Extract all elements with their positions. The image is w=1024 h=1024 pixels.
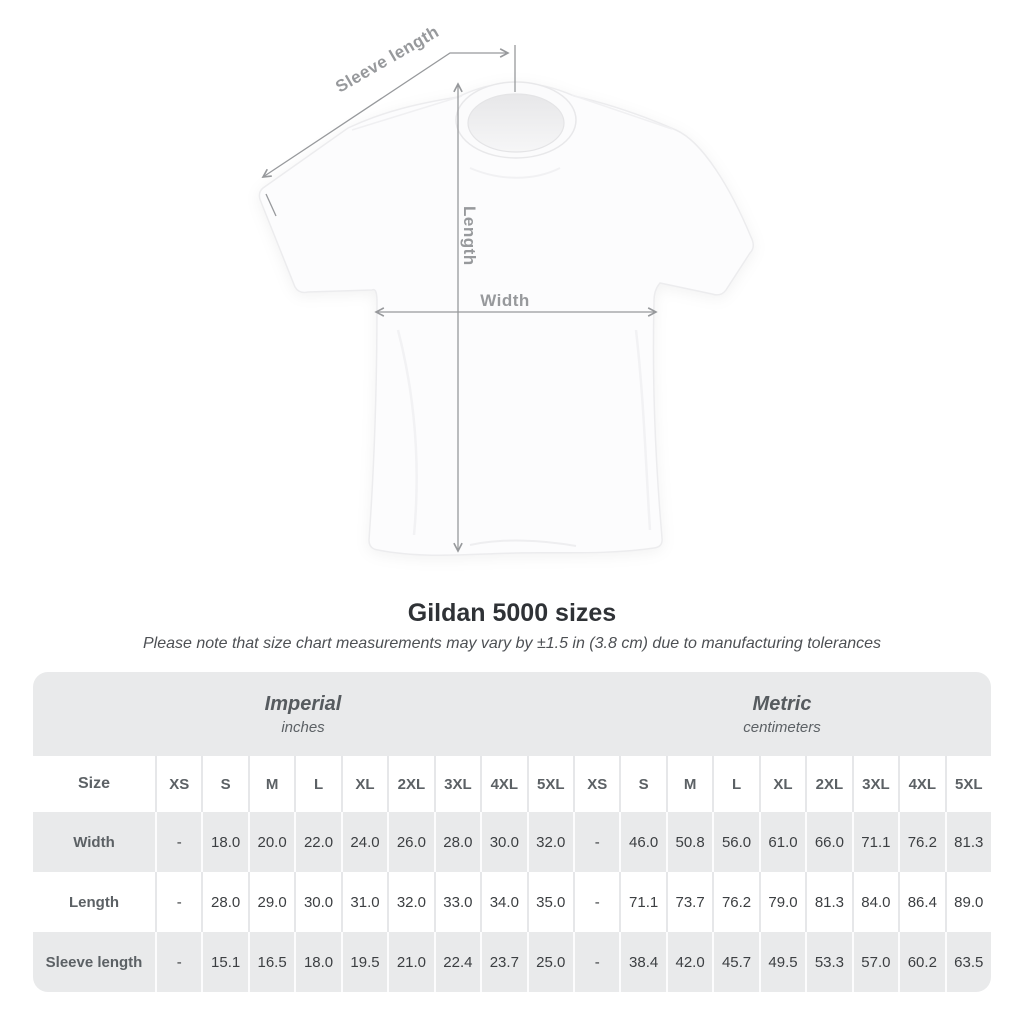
measurement-cell: 86.4 (898, 872, 944, 932)
measurement-cell: 35.0 (527, 872, 573, 932)
measurement-cell: 56.0 (712, 812, 758, 872)
measurement-cell: 61.0 (759, 812, 805, 872)
measurement-cell: 24.0 (341, 812, 387, 872)
measurement-cell: 53.3 (805, 932, 851, 992)
measurement-cell: - (573, 872, 619, 932)
measurement-cell: 45.7 (712, 932, 758, 992)
measurement-cell: 42.0 (666, 932, 712, 992)
measurement-cell: 57.0 (852, 932, 898, 992)
measurement-cell: 81.3 (945, 812, 991, 872)
measurement-cell: 46.0 (619, 812, 665, 872)
measurement-cell: 84.0 (852, 872, 898, 932)
measurement-cell: 32.0 (527, 812, 573, 872)
measurement-cell: 19.5 (341, 932, 387, 992)
size-col-header-imperial-xs: XS (155, 756, 201, 812)
measurement-cell: 22.0 (294, 812, 340, 872)
measurement-cell: 25.0 (527, 932, 573, 992)
measurement-cell: 30.0 (480, 812, 526, 872)
table-header-row (33, 756, 991, 812)
measurement-cell: 29.0 (248, 872, 294, 932)
measurement-cell: 76.2 (898, 812, 944, 872)
size-col-header-metric-l: L (712, 756, 758, 812)
imperial-unit: inches (281, 718, 325, 736)
size-col-header-metric-4xl: 4XL (898, 756, 944, 812)
measurement-cell: 32.0 (387, 872, 433, 932)
metric-label: Metric (752, 692, 812, 715)
size-chart-table (33, 672, 991, 992)
size-col-header-imperial-s: S (201, 756, 247, 812)
measurement-cell: 31.0 (341, 872, 387, 932)
size-col-header-metric-s: S (619, 756, 665, 812)
size-col-header-metric-5xl: 5XL (945, 756, 991, 812)
collar (456, 82, 576, 158)
table-row-length (33, 872, 991, 932)
measurement-cell: 34.0 (480, 872, 526, 932)
size-col-header-imperial-xl: XL (341, 756, 387, 812)
size-col-header-imperial-l: L (294, 756, 340, 812)
table-row-width (33, 812, 991, 872)
measurement-cell: 20.0 (248, 812, 294, 872)
tolerance-note: Please note that size chart measurements may vary by ±1.5 in (3.8 cm) due to manufacturing tolerances (142, 635, 882, 652)
measurement-cell: 26.0 (387, 812, 433, 872)
size-col-header-imperial-3xl: 3XL (434, 756, 480, 812)
measurement-cell: 30.0 (294, 872, 340, 932)
measurement-cell: 15.1 (201, 932, 247, 992)
measurement-cell: 18.0 (201, 812, 247, 872)
page-title: Gildan 5000 sizes (407, 599, 617, 627)
row-label: Width (73, 833, 115, 851)
row-label: Sleeve length (45, 953, 143, 971)
measurement-cell: 28.0 (434, 812, 480, 872)
measurement-cell: 22.4 (434, 932, 480, 992)
length-label: Length (460, 206, 479, 266)
size-col-header-metric-xs: XS (573, 756, 619, 812)
row-label: Length (69, 893, 119, 911)
measurement-cell: - (155, 812, 201, 872)
measurement-cell: 23.7 (480, 932, 526, 992)
metric-unit: centimeters (743, 718, 821, 736)
measurement-cell: 18.0 (294, 932, 340, 992)
size-col-header-metric-m: M (666, 756, 712, 812)
size-col-header-imperial-4xl: 4XL (480, 756, 526, 812)
measurement-cell: 60.2 (898, 932, 944, 992)
measurement-cell: - (573, 812, 619, 872)
sleeve-length-label: Sleeve length (332, 21, 443, 97)
measurement-cell: 81.3 (805, 872, 851, 932)
measurement-cell: 33.0 (434, 872, 480, 932)
table-row-sleeve-length (33, 932, 991, 992)
size-col-header-metric-3xl: 3XL (852, 756, 898, 812)
measurement-cell: 76.2 (712, 872, 758, 932)
measurement-cell: - (573, 932, 619, 992)
measurement-cell: 89.0 (945, 872, 991, 932)
unit-group-row (33, 672, 991, 756)
measurement-cell: 79.0 (759, 872, 805, 932)
imperial-label: Imperial (264, 692, 342, 715)
size-col-header-metric-xl: XL (759, 756, 805, 812)
measurement-cell: 38.4 (619, 932, 665, 992)
size-col-header-metric-2xl: 2XL (805, 756, 851, 812)
measurement-cell: 49.5 (759, 932, 805, 992)
measurement-cell: 73.7 (666, 872, 712, 932)
measurement-cell: 16.5 (248, 932, 294, 992)
table-body (33, 812, 991, 992)
measurement-cell: 63.5 (945, 932, 991, 992)
tshirt-graphic (259, 82, 753, 555)
metric-group-header (573, 672, 991, 756)
size-col-header-imperial-m: M (248, 756, 294, 812)
measurement-cell: 66.0 (805, 812, 851, 872)
size-corner-header: Size (77, 775, 110, 792)
measurement-cell: 21.0 (387, 932, 433, 992)
measurement-cell: - (155, 872, 201, 932)
measurement-cell: 71.1 (619, 872, 665, 932)
measurement-cell: 50.8 (666, 812, 712, 872)
size-col-header-imperial-5xl: 5XL (527, 756, 573, 812)
width-label: Width (480, 291, 530, 310)
measurement-cell: 71.1 (852, 812, 898, 872)
measurement-cell: 28.0 (201, 872, 247, 932)
size-col-header-imperial-2xl: 2XL (387, 756, 433, 812)
imperial-group-header (33, 672, 573, 756)
measurement-cell: - (155, 932, 201, 992)
